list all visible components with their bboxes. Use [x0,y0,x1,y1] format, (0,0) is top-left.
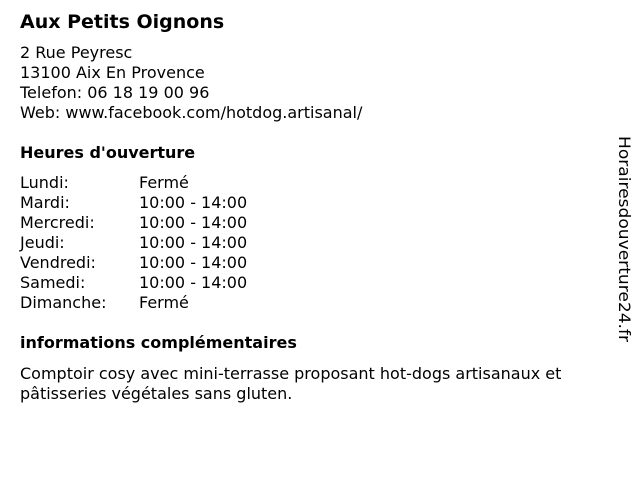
day-label: Mercredi: [20,213,95,232]
hours-value: Fermé [139,293,189,312]
hours-row-sunday [20,293,618,313]
hours-row-friday [20,253,618,273]
hours-value: 10:00 - 14:00 [139,253,248,272]
hours-value: 10:00 - 14:00 [139,193,248,212]
day-label: Vendredi: [20,253,96,272]
opening-hours-table [20,173,618,313]
address-street: 2 Rue Peyresc [20,43,133,62]
hours-row-thursday [20,233,618,253]
business-name: Aux Petits Oignons [20,11,225,33]
business-card [20,10,618,404]
hours-value: 10:00 - 14:00 [139,233,248,252]
phone-line: Telefon: 06 18 19 00 96 [20,83,210,102]
day-label: Mardi: [20,193,70,212]
site-watermark [601,134,640,354]
hours-value: 10:00 - 14:00 [139,273,248,292]
hours-row-monday [20,173,618,193]
day-label: Samedi: [20,273,86,292]
address-block [20,43,618,123]
web-line: Web: www.facebook.com/hotdog.artisanal/ [20,103,363,122]
watermark-text: Horairesdouverture24.fr [615,136,634,330]
address-city: 13100 Aix En Provence [20,63,205,82]
hours-value: Fermé [139,173,189,192]
hours-row-tuesday [20,193,618,213]
day-label: Lundi: [20,173,69,192]
additional-info-text: Comptoir cosy avec mini-terrasse proposant hot-dogs artisanaux et pâtisseries végétales sans gluten. [20,364,562,403]
additional-info-heading: informations complémentaires [20,333,297,352]
hours-row-wednesday [20,213,618,233]
hours-value: 10:00 - 14:00 [139,213,248,232]
hours-row-saturday [20,273,618,293]
day-label: Dimanche: [20,293,107,312]
day-label: Jeudi: [20,233,65,252]
opening-hours-heading: Heures d'ouverture [20,143,196,162]
